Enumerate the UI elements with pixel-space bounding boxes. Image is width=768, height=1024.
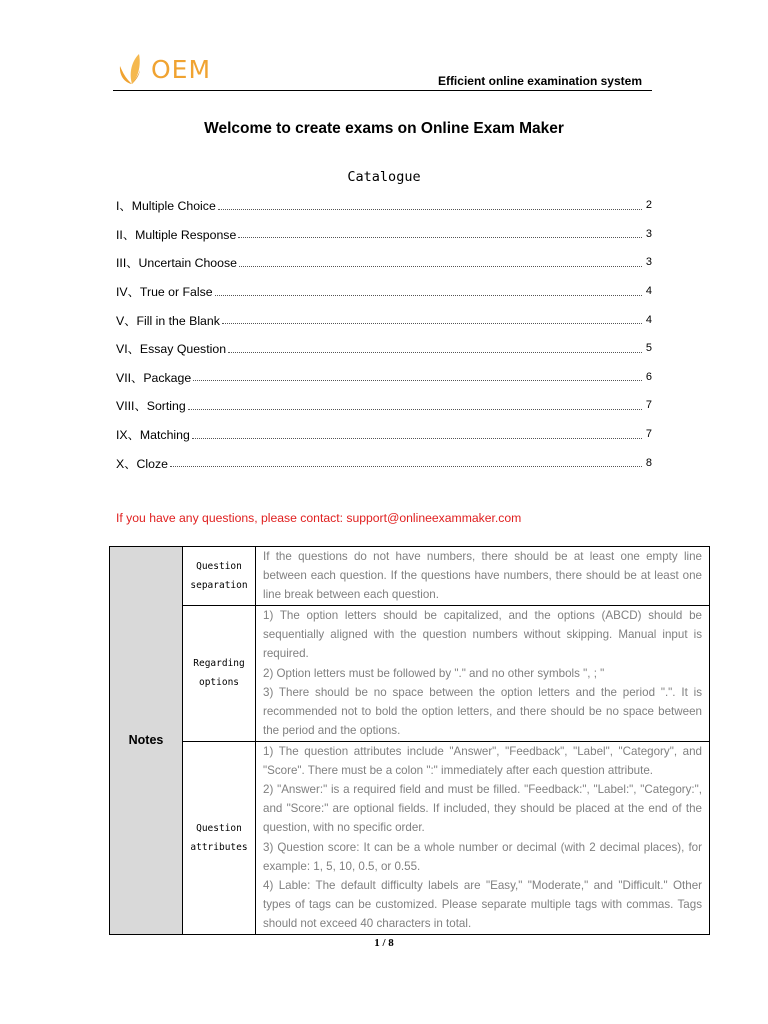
toc-entry-label: IX、Matching	[116, 428, 190, 443]
toc-entry[interactable]	[116, 191, 652, 220]
toc-entry-page: 8	[645, 456, 652, 469]
notes-label-cell	[183, 605, 256, 741]
toc-leader	[193, 380, 642, 381]
toc-leader	[228, 352, 642, 353]
notes-label-line: Regarding	[193, 658, 245, 670]
toc-entry-label: II、Multiple Response	[116, 227, 237, 242]
notes-label-cell	[183, 741, 256, 934]
notes-row	[110, 741, 710, 934]
notes-label-line: attributes	[190, 841, 248, 853]
toc-leader	[188, 409, 642, 410]
notes-header: Notes	[128, 733, 164, 748]
notes-description-cell	[256, 547, 710, 606]
toc-entry[interactable]	[116, 420, 652, 449]
toc-entry[interactable]	[116, 363, 652, 392]
toc-entry-page: 4	[645, 313, 652, 326]
notes-description-text: 1) The option letters should be capitalized, and the options (ABCD) should be sequentially aligned with the question numbers without skipping. Manual input is required.	[263, 608, 702, 661]
toc-leader	[215, 295, 642, 296]
header-divider	[113, 90, 652, 91]
toc-entry-page: 4	[645, 285, 652, 298]
notes-label-line: Question	[196, 560, 242, 572]
toc-entry[interactable]	[116, 277, 652, 306]
company-logo	[117, 52, 211, 86]
toc-leader	[239, 266, 642, 267]
notes-header-cell	[110, 547, 183, 935]
toc-entry-page: 7	[645, 399, 652, 412]
notes-description-cell	[256, 741, 710, 934]
toc-entry-label: III、Uncertain Choose	[116, 256, 237, 271]
notes-description-text: 2) Option letters must be followed by "." and no other symbols ", ; "	[263, 666, 605, 680]
notes-description-text: 3) Question score: It can be a whole number or decimal (with 2 decimal places), for example: 1, 5, 10, 0.5, or 0.55.	[263, 840, 702, 873]
toc-entry-label: I、Multiple Choice	[116, 199, 216, 214]
toc-entry-label: VIII、Sorting	[116, 399, 186, 414]
notes-label-line: Question	[196, 822, 242, 834]
toc-entry[interactable]	[116, 305, 652, 334]
toc-entry[interactable]	[116, 248, 652, 277]
toc-entry-page: 7	[645, 428, 652, 441]
toc-leader	[218, 209, 642, 210]
toc-entry-page: 2	[645, 199, 652, 212]
notes-row	[110, 547, 710, 606]
notes-description-text: If the questions do not have numbers, there should be at least one empty line between each question. If the questions have numbers, there should be at least one line break between each question.	[263, 550, 702, 602]
toc-entry-page: 5	[645, 342, 652, 355]
toc-entry-label: VI、Essay Question	[116, 342, 227, 357]
table-of-contents	[116, 191, 652, 477]
toc-entry[interactable]	[116, 220, 652, 249]
page-number: 1 / 8	[374, 937, 394, 949]
toc-leader	[170, 466, 642, 467]
toc-leader	[222, 323, 642, 324]
document-title: Welcome to create exams on Online Exam Maker	[204, 120, 564, 137]
notes-description-text: 2) "Answer:" is a required field and must be filled. "Feedback:", "Label:", "Category:", and "Score:" are optional fields. If included, they should be placed at the end of the question, with no specific order.	[263, 783, 702, 835]
notes-label-line: separation	[190, 579, 248, 591]
toc-leader	[192, 438, 642, 439]
toc-entry[interactable]	[116, 391, 652, 420]
notes-description-text: 4) Lable: The default difficulty labels are "Easy," "Moderate," and "Difficult." Other types of tags can be customized. Please separate multiple tags with commas. Tags should not exceed 40 characters in total.	[263, 879, 702, 931]
toc-entry-label: VII、Package	[116, 370, 192, 385]
flame-leaf-icon	[117, 52, 147, 86]
toc-entry-label: V、Fill in the Blank	[116, 313, 220, 328]
contact-notice: If you have any questions, please contact: support@onlineexammaker.com	[116, 511, 522, 525]
header-tagline: Efficient online examination system	[437, 74, 642, 88]
notes-description-text: 3) There should be no space between the option letters and the period ".". It is recommended not to bold the option letters, and there should be no space between the period and the options.	[263, 685, 702, 738]
toc-leader	[238, 237, 642, 238]
toc-entry-page: 3	[645, 256, 652, 269]
catalogue-heading: Catalogue	[347, 169, 421, 185]
toc-entry[interactable]	[116, 448, 652, 477]
toc-entry-page: 6	[645, 370, 652, 383]
notes-label-cell	[183, 547, 256, 606]
toc-entry-page: 3	[645, 227, 652, 240]
notes-row	[110, 605, 710, 741]
toc-entry-label: X、Cloze	[116, 456, 168, 471]
notes-description-text: 1) The question attributes include "Answer", "Feedback", "Label", "Category", and "Score". There must be a colon ":" immediately after each question attribute.	[263, 744, 702, 777]
notes-table	[109, 546, 710, 935]
notes-label-line: options	[198, 677, 240, 689]
logo-text: OEM	[151, 54, 212, 84]
toc-entry[interactable]	[116, 334, 652, 363]
notes-description-cell	[256, 605, 710, 741]
toc-entry-label: IV、True or False	[116, 285, 213, 300]
